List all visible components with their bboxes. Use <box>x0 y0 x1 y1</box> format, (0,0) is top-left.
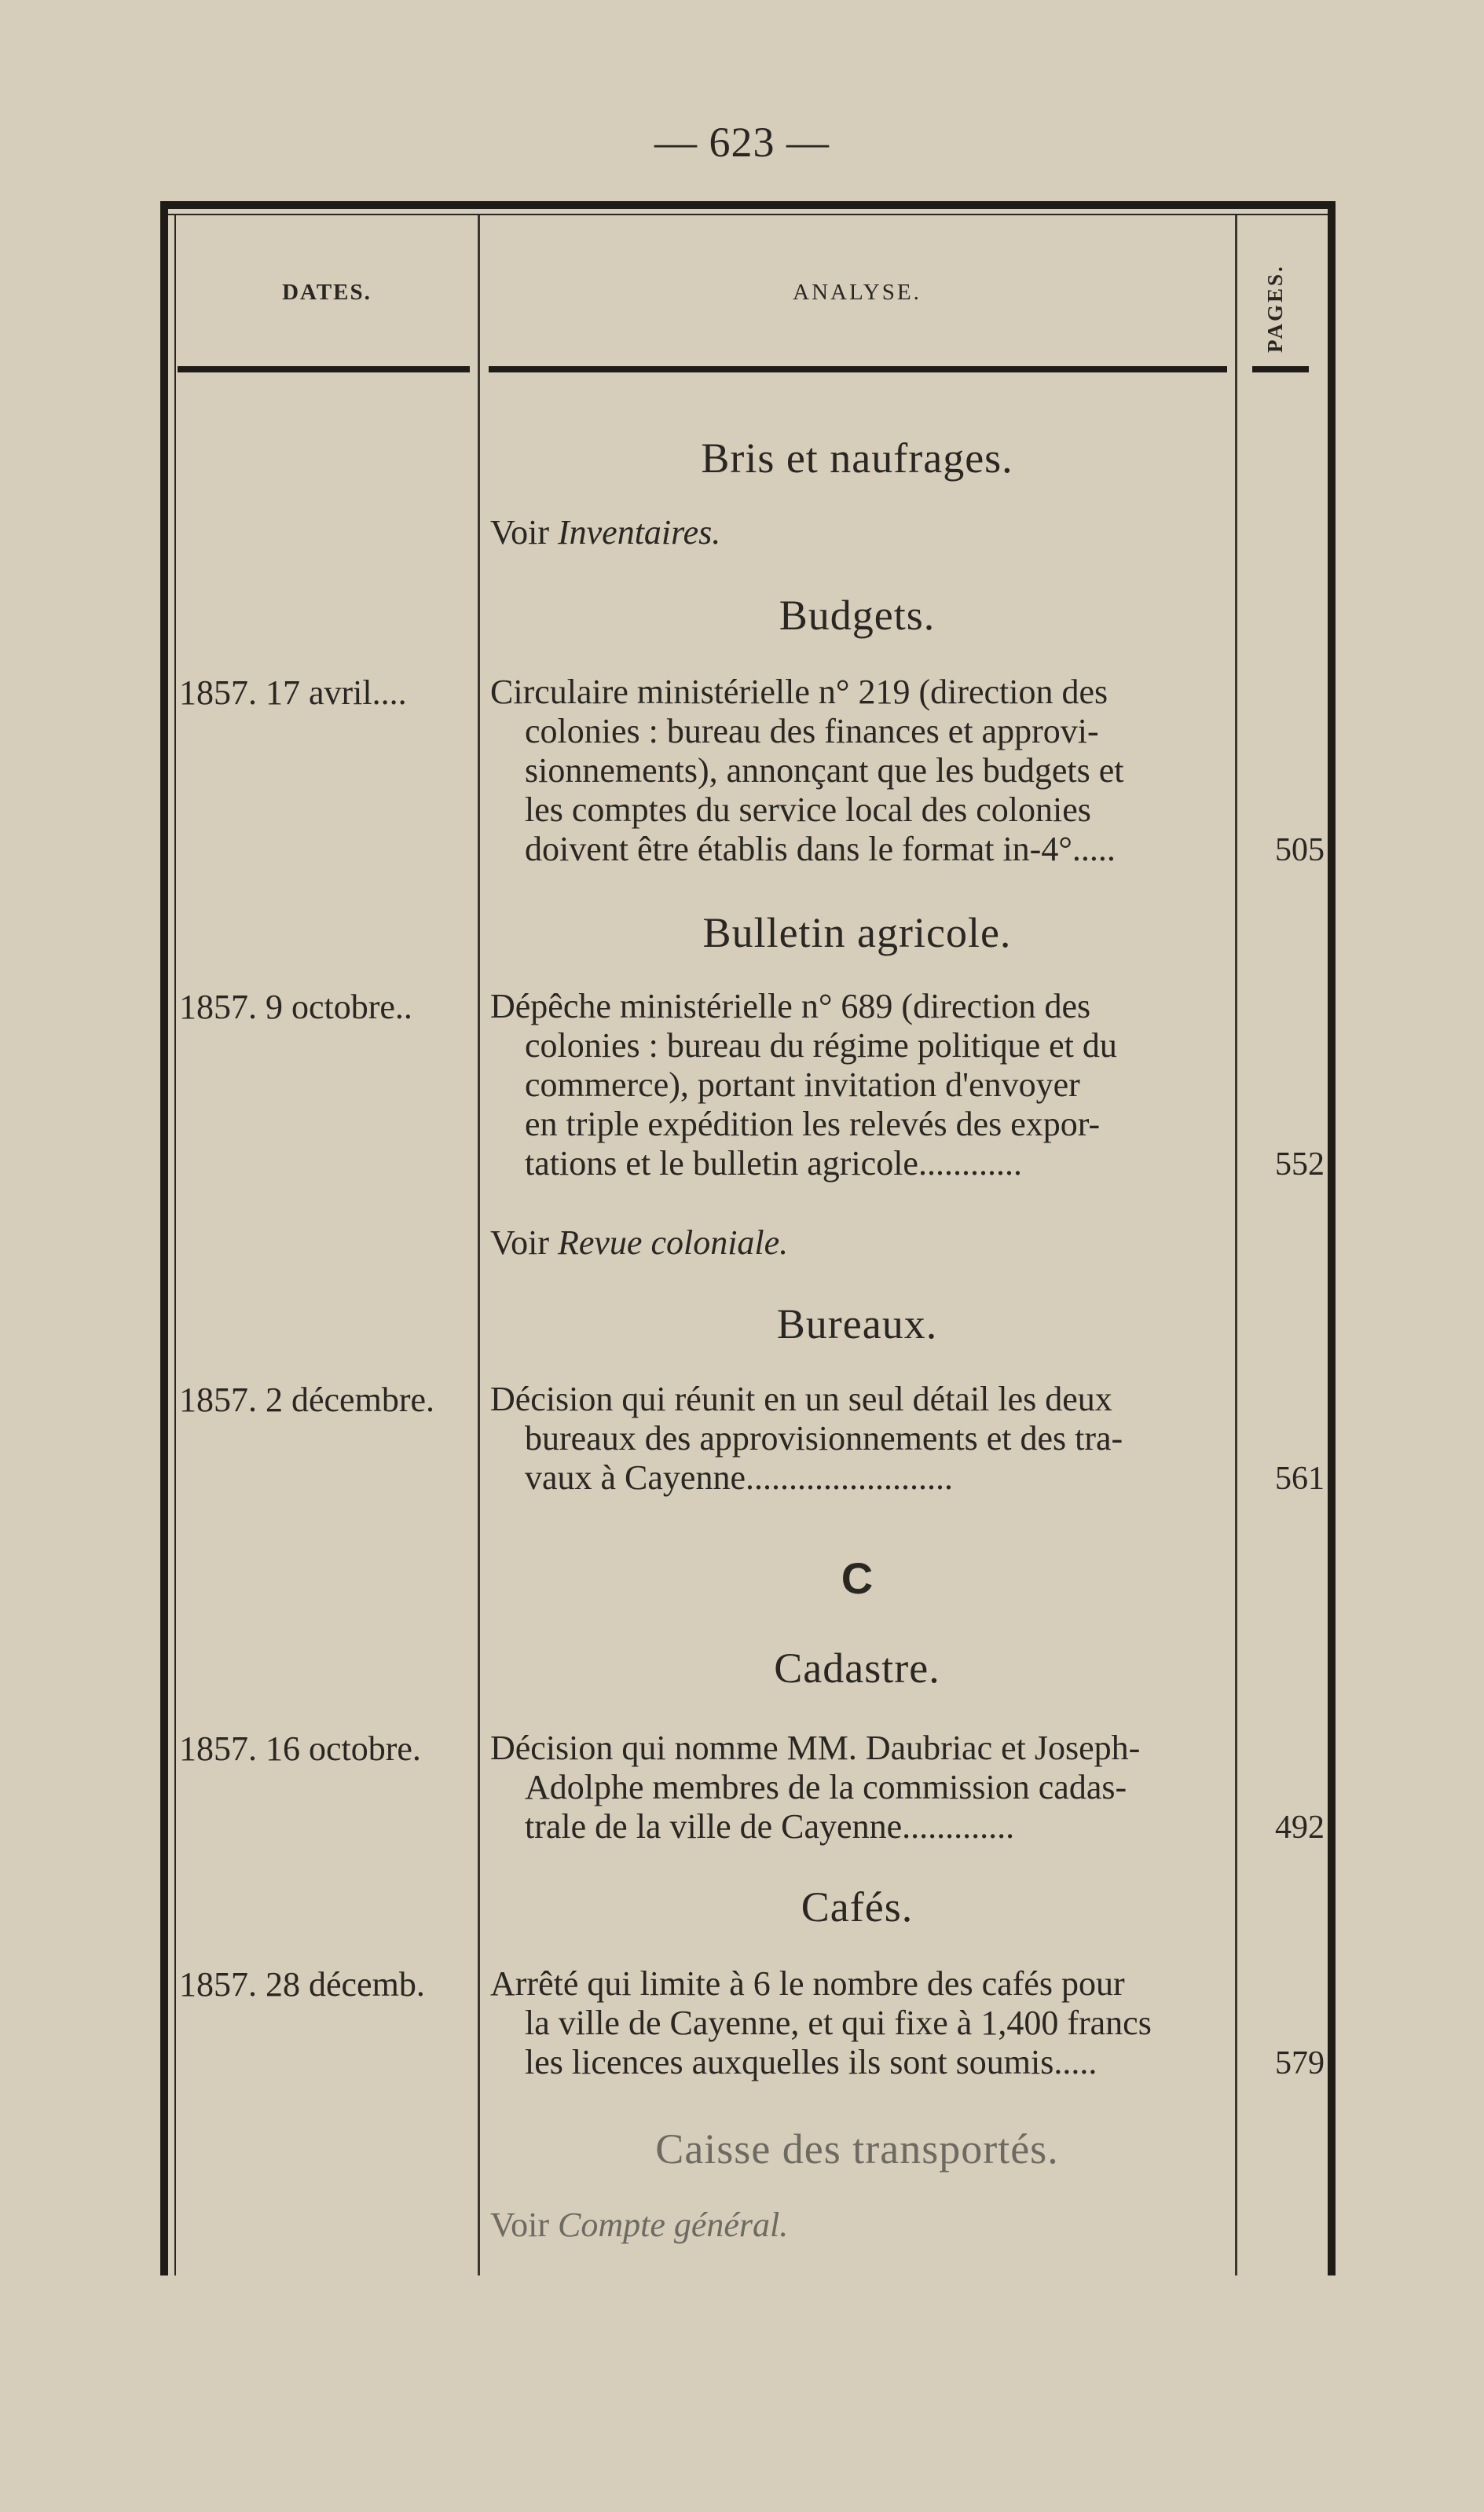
entry-page: 492 <box>1275 1810 1325 1846</box>
section-heading-cadastre: Cadastre. <box>774 1645 940 1692</box>
header-analyse: ANALYSE. <box>793 280 922 305</box>
entry-line: les comptes du service local des colonies <box>525 790 1091 829</box>
entry-page: 505 <box>1275 832 1325 868</box>
index-table <box>160 201 1336 2275</box>
entry-line: colonies : bureau du régime politique et du <box>525 1026 1117 1065</box>
table-left-rule <box>160 201 168 2275</box>
entry-text <box>490 1729 1229 1846</box>
entry-line: Circulaire ministérielle n° 219 (direction des <box>490 673 1108 711</box>
voir-target: Compte général. <box>557 2206 789 2244</box>
section-heading-bulletin: Bulletin agricole. <box>702 909 1012 956</box>
entry-line: Adolphe membres de la commission cadas- <box>525 1768 1127 1806</box>
entry-line: trale de la ville de Cayenne............. <box>525 1807 1015 1846</box>
entry-page: 579 <box>1275 2045 1325 2081</box>
entry-date: 1857. 2 décembre. <box>179 1381 434 1419</box>
entry-date: 1857. 17 avril.... <box>179 673 407 712</box>
entry-line: Arrêté qui limite à 6 le nombre des cafés pour <box>490 1964 1125 2003</box>
voir-label: Voir <box>490 1223 549 1262</box>
entry-line: la ville de Cayenne, et qui fixe à 1,400 francs <box>525 2004 1152 2042</box>
page-number: — 623 — <box>654 119 830 166</box>
entry-date: 1857. 9 octobre.. <box>179 988 412 1026</box>
section-heading-bris: Bris et naufrages. <box>701 435 1013 482</box>
entry-line: sionnements), annonçant que les budgets et <box>525 751 1124 790</box>
entry-line: commerce), portant invitation d'envoyer <box>525 1065 1080 1104</box>
entry-date: 1857. 28 décemb. <box>179 1965 425 2004</box>
entry-text <box>490 1964 1229 2082</box>
voir-label: Voir <box>490 2206 549 2244</box>
column-divider-pages <box>1235 215 1237 2275</box>
voir-compte <box>490 2205 788 2245</box>
entry-line: Décision qui nomme MM. Daubriac et Joseph- <box>490 1729 1141 1767</box>
voir-target: Revue coloniale. <box>557 1223 789 1262</box>
voir-inventaires <box>490 512 720 552</box>
header-dates: DATES. <box>282 280 372 305</box>
section-heading-cafes: Cafés. <box>801 1883 914 1931</box>
entry-line: colonies : bureau des finances et approvi- <box>525 712 1099 750</box>
table-top-thin-rule <box>160 214 1336 215</box>
entry-line: Dépêche ministérielle n° 689 (direction des <box>490 987 1091 1025</box>
header-pages: PAGES. <box>1263 264 1287 354</box>
entry-line: vaux à Cayenne........................ <box>525 1458 953 1497</box>
header-rule-pages <box>1252 366 1309 372</box>
header-rule-dates <box>178 366 470 372</box>
table-right-rule <box>1328 201 1336 2275</box>
voir-revue <box>490 1223 788 1263</box>
entry-line: doivent être établis dans le format in-4°..... <box>525 830 1116 868</box>
table-left-thin-rule <box>174 215 176 2275</box>
entry-line: les licences auxquelles ils sont soumis..... <box>525 2043 1097 2081</box>
header-rule-analyse <box>489 366 1227 372</box>
voir-label: Voir <box>490 513 549 552</box>
entry-text <box>490 1380 1229 1498</box>
section-heading-caisse: Caisse des transportés. <box>655 2125 1059 2173</box>
index-letter-c: C <box>841 1553 874 1603</box>
entry-line: tations et le bulletin agricole............ <box>525 1144 1022 1183</box>
table-top-rule <box>160 201 1336 209</box>
entry-line: bureaux des approvisionnements et des tra- <box>525 1419 1123 1458</box>
voir-target: Inventaires. <box>557 513 721 552</box>
section-heading-budgets: Budgets. <box>779 592 936 639</box>
entry-page: 552 <box>1275 1146 1325 1183</box>
entry-date: 1857. 16 octobre. <box>179 1729 421 1768</box>
column-divider-dates <box>478 215 480 2275</box>
entry-text <box>490 987 1229 1183</box>
section-heading-bureaux: Bureaux. <box>776 1300 938 1348</box>
entry-text <box>490 673 1229 869</box>
entry-page: 561 <box>1275 1461 1325 1497</box>
entry-line: en triple expédition les relevés des expor- <box>525 1105 1101 1143</box>
entry-line: Décision qui réunit en un seul détail les deux <box>490 1380 1112 1418</box>
